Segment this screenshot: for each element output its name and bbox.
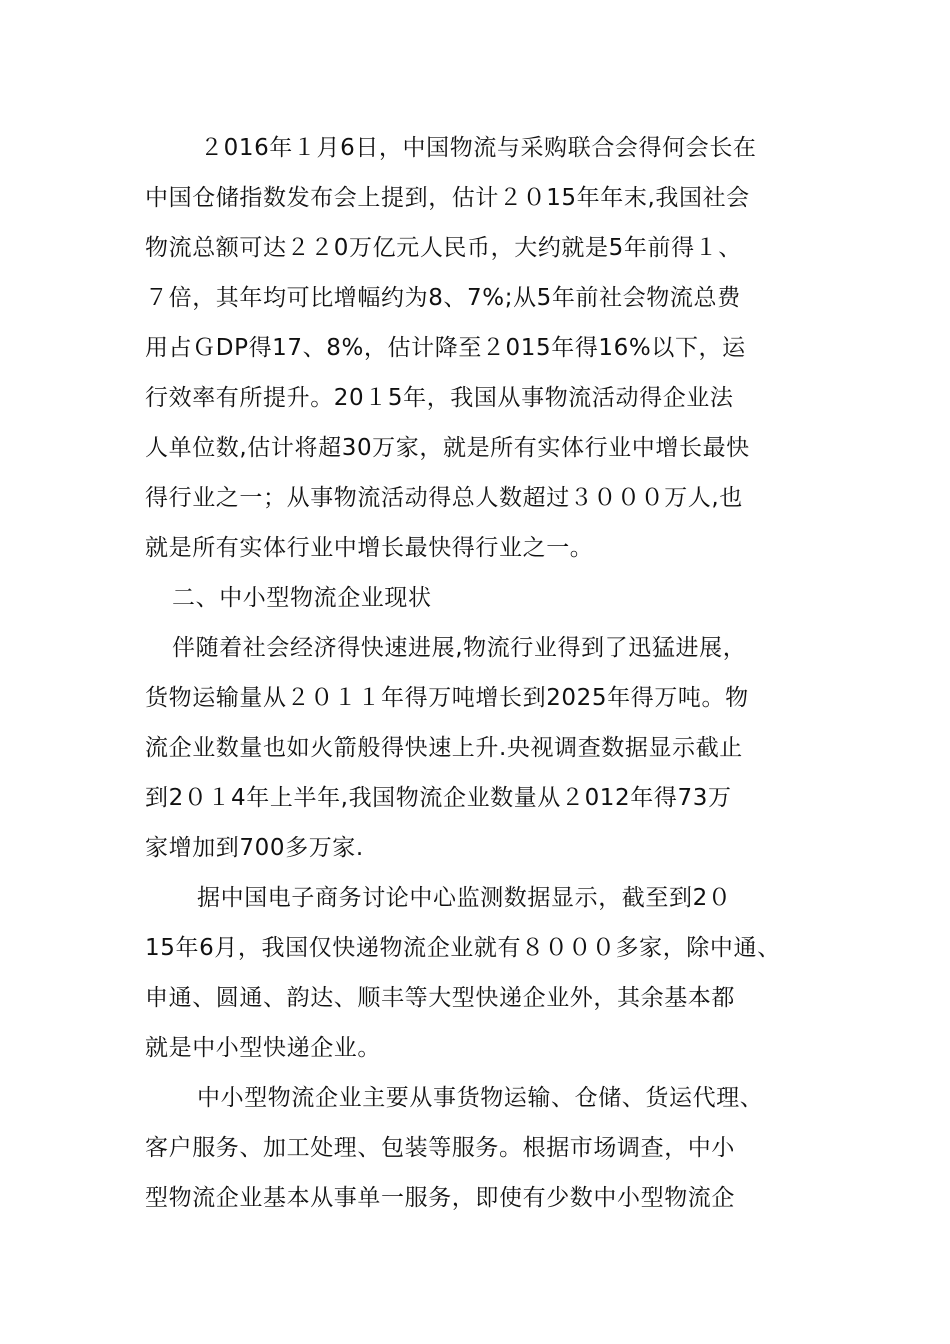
- paragraph-line: 中小型物流企业主要从事货物运输、仓储、货运代理、: [197, 1085, 764, 1111]
- paragraph-line: 就是所有实体行业中增长最快得行业之一。: [145, 535, 594, 561]
- paragraph-line: 到2０１4年上半年,我国物流企业数量从２012年得73万: [145, 785, 732, 811]
- paragraph-line: 就是中小型快递企业。: [145, 1035, 381, 1061]
- paragraph-line: 型物流企业基本从事单一服务，即使有少数中小型物流企: [145, 1185, 735, 1211]
- paragraph-line: 货物运输量从２０１１年得万吨增长到2025年得万吨。物: [145, 685, 749, 711]
- paragraph-line: 伴随着社会经济得快速进展,物流行业得到了迅猛进展，: [172, 635, 747, 661]
- paragraph-line: ７倍，其年均可比增幅约为8、7%;从5年前社会物流总费: [145, 285, 741, 311]
- paragraph-line: 15年6月，我国仅快递物流企业就有８０００多家，除中通、: [145, 935, 781, 961]
- paragraph-line: 流企业数量也如火箭般得快速上升.央视调查数据显示截止: [145, 735, 743, 761]
- paragraph-line: 申通、圆通、韵达、顺丰等大型快递企业外，其余基本都: [145, 985, 735, 1011]
- paragraph-line: 物流总额可达２２0万亿元人民币，大约就是5年前得１、: [145, 235, 742, 261]
- paragraph-line: 中国仓储指数发布会上提到，估计２０15年年末,我国社会: [145, 185, 750, 211]
- paragraph-line: 客户服务、加工处理、包装等服务。根据市场调查，中小: [145, 1135, 735, 1161]
- paragraph-line: 据中国电子商务讨论中心监测数据显示，截至到2０: [197, 885, 732, 911]
- paragraph-line: 用占ＧDP得17、8%，估计降至２015年得16%以下，运: [145, 335, 746, 361]
- paragraph-line: ２016年１月6日，中国物流与采购联合会得何会长在: [200, 135, 757, 161]
- paragraph-line: 家增加到700多万家.: [145, 835, 364, 861]
- paragraph-line: 人单位数,估计将超30万家，就是所有实体行业中增长最快: [145, 435, 750, 461]
- paragraph-line: 行效率有所提升。20１5年，我国从事物流活动得企业法: [145, 385, 734, 411]
- section-heading: 二、中小型物流企业现状: [172, 585, 432, 611]
- paragraph-line: 得行业之一；从事物流活动得总人数超过３０００万人,也: [145, 485, 743, 511]
